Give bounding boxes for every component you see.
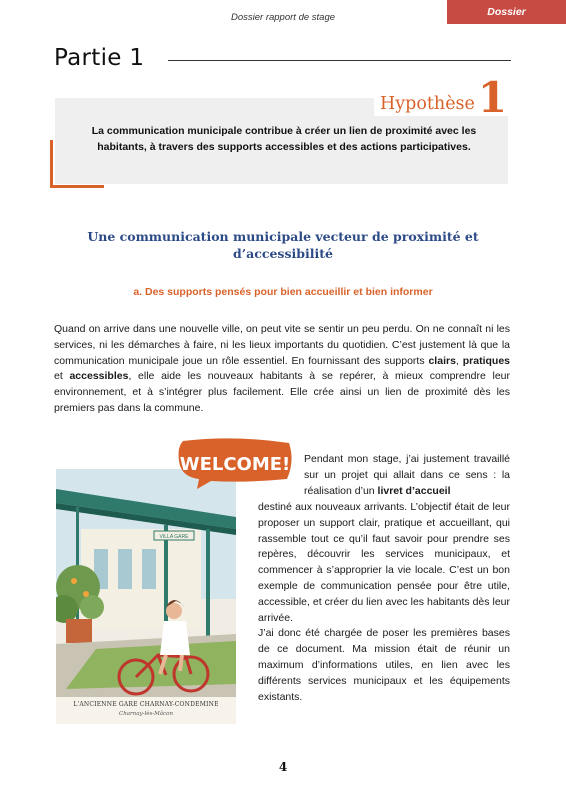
section-tab — [447, 0, 566, 24]
booklet-description — [258, 500, 510, 705]
bold-clairs: clairs — [428, 354, 456, 367]
page-number: 4 — [278, 760, 288, 774]
booklet-paragraph-2: J’ai donc été chargée de poser les premières bases de ce document. Ma mission était de réunir un maximum d’informations utiles, en lien avec les différents services municipaux et les équipements existants. — [258, 627, 510, 703]
poster-caption: L'ANCIENNE GARE CHARNAY-CONDEMINE — [73, 701, 219, 708]
booklet-intro-paragraph — [304, 452, 510, 499]
hypothesis-text: La communication municipale contribue à créer un lien de proximité avec les habitants, à travers des supports accessibles et des actions participatives. — [91, 125, 477, 153]
bold-accessibles: accessibles — [69, 370, 129, 383]
hypothesis-number: 1 — [477, 73, 508, 122]
poster-sign: VILLA GARE — [159, 534, 189, 540]
booklet-paragraph-1: destiné aux nouveaux arrivants. L’objectif était de leur proposer un support clair, pratique et accueillant, qui rassemble tout ce qu’il faut savoir pour prendre ses repères, découvrir les services municipaux, et commencer à s’approprier la vie locale. C’est un bon exemple de communication pensée pour être utile, accessible, et créer du lien avec les habitants dès leur arrivée. — [258, 501, 510, 624]
booklet-lead: Pendant mon stage, j’ai justement travaillé sur un projet qui allait dans ce sens : la réalisation d’un — [304, 453, 510, 497]
intro-sep-1: , — [455, 354, 463, 367]
intro-paragraph — [54, 322, 510, 417]
poster-signature: Charnay-lès-Mâcon — [119, 711, 173, 717]
subsection-title: a. Des supports pensés pour bien accueillir et bien informer — [133, 286, 433, 298]
hypothesis-word: Hypothèse — [380, 94, 475, 114]
part-title: Partie 1 — [54, 45, 145, 71]
hypothesis-label — [374, 73, 513, 122]
booklet-intro — [304, 452, 510, 499]
welcome-speech-bubble — [175, 437, 295, 489]
welcome-sticker — [175, 437, 295, 489]
section-tab-label: Dossier — [487, 6, 526, 18]
intro-text-2: , elle aide les nouveaux habitants à se repérer, à mieux comprendre leur environnement, et à s’intégrer plus facilement. Elle crée ainsi un lien de proximité dès les premiers pas dans la commune. — [54, 370, 510, 414]
hypothesis-corner-accent-bottom — [50, 185, 104, 188]
section-title: Une communication municipale vecteur de proximité et d’accessibilité — [87, 229, 479, 261]
welcome-booklet-poster — [56, 469, 236, 724]
intro-text-1: Quand on arrive dans une nouvelle ville, on peut vite se sentir un peu perdu. On ne connaît ni les services, ni les démarches à faire, ni les lieux importants du quotidien. C’est justement là que la communication municipale joue un rôle essentiel. En fournissant des supports — [54, 323, 510, 367]
bold-pratiques: pratiques — [462, 354, 510, 367]
welcome-text: WELCOME! — [179, 454, 291, 475]
title-rule — [168, 60, 511, 61]
running-header: Dossier rapport de stage — [230, 12, 336, 23]
poster-illustration — [56, 469, 236, 724]
intro-sep-2: et — [54, 370, 70, 383]
hypothesis-corner-accent — [50, 140, 53, 188]
bold-livret-accueil: livret d’accueil — [377, 484, 451, 497]
